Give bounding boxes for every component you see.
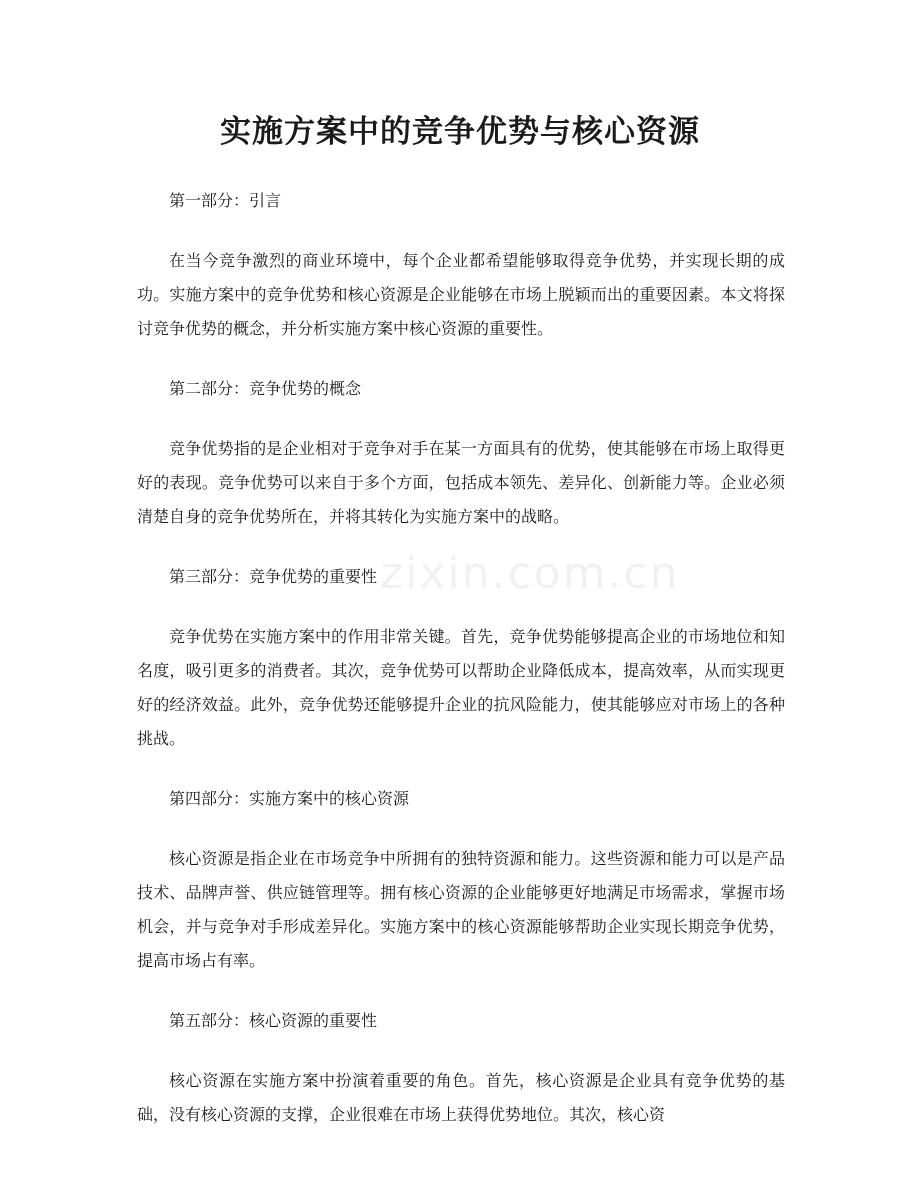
section-paragraph-2: 竞争优势指的是企业相对于竞争对手在某一方面具有的优势，使其能够在市场上取得更好的表现。竞争优势可以来自于多个方面，包括成本领先、差异化、创新能力等。企业必须清楚自身的竞争优势所在，并将其转化为实施方案中的战略。 [137, 439, 785, 526]
section-paragraph-1: 在当今竞争激烈的商业环境中，每个企业都希望能够取得竞争优势，并实现长期的成功。实施方案中的竞争优势和核心资源是企业能够在市场上脱颖而出的重要因素。本文将探讨竞争优势的概念，并分析实施方案中核心资源的重要性。 [137, 251, 785, 338]
section-heading-5: 第五部分：核心资源的重要性 [169, 1011, 378, 1030]
document-title: 实施方案中的竞争优势与核心资源 [220, 114, 700, 150]
section-heading-4: 第四部分：实施方案中的核心资源 [169, 789, 410, 808]
section-paragraph-3: 竞争优势在实施方案中的作用非常关键。首先，竞争优势能够提高企业的市场地位和知名度，吸引更多的消费者。其次，竞争优势可以帮助企业降低成本，提高效率，从而实现更好的经济效益。此外，竞争优势还能够提升企业的抗风险能力，使其能够应对市场上的各种挑战。 [137, 627, 785, 748]
document-body [137, 184, 785, 1158]
section-paragraph-5: 核心资源在实施方案中扮演着重要的角色。首先，核心资源是企业具有竞争优势的基础，没有核心资源的支撑，企业很难在市场上获得优势地位。其次，核心资 [137, 1071, 785, 1124]
section-heading-1: 第一部分：引言 [169, 191, 282, 210]
section-paragraph-4: 核心资源是指企业在市场竞争中所拥有的独特资源和能力。这些资源和能力可以是产品技术、品牌声誉、供应链管理等。拥有核心资源的企业能够更好地满足市场需求，掌握市场机会，并与竞争对手形成差异化。实施方案中的核心资源能够帮助企业实现长期竞争优势，提高市场占有率。 [137, 849, 785, 970]
watermark: zixin.com.cn [380, 548, 680, 599]
section-heading-2: 第二部分：竞争优势的概念 [169, 379, 362, 398]
section-heading-3: 第三部分：竞争优势的重要性 [169, 567, 378, 586]
